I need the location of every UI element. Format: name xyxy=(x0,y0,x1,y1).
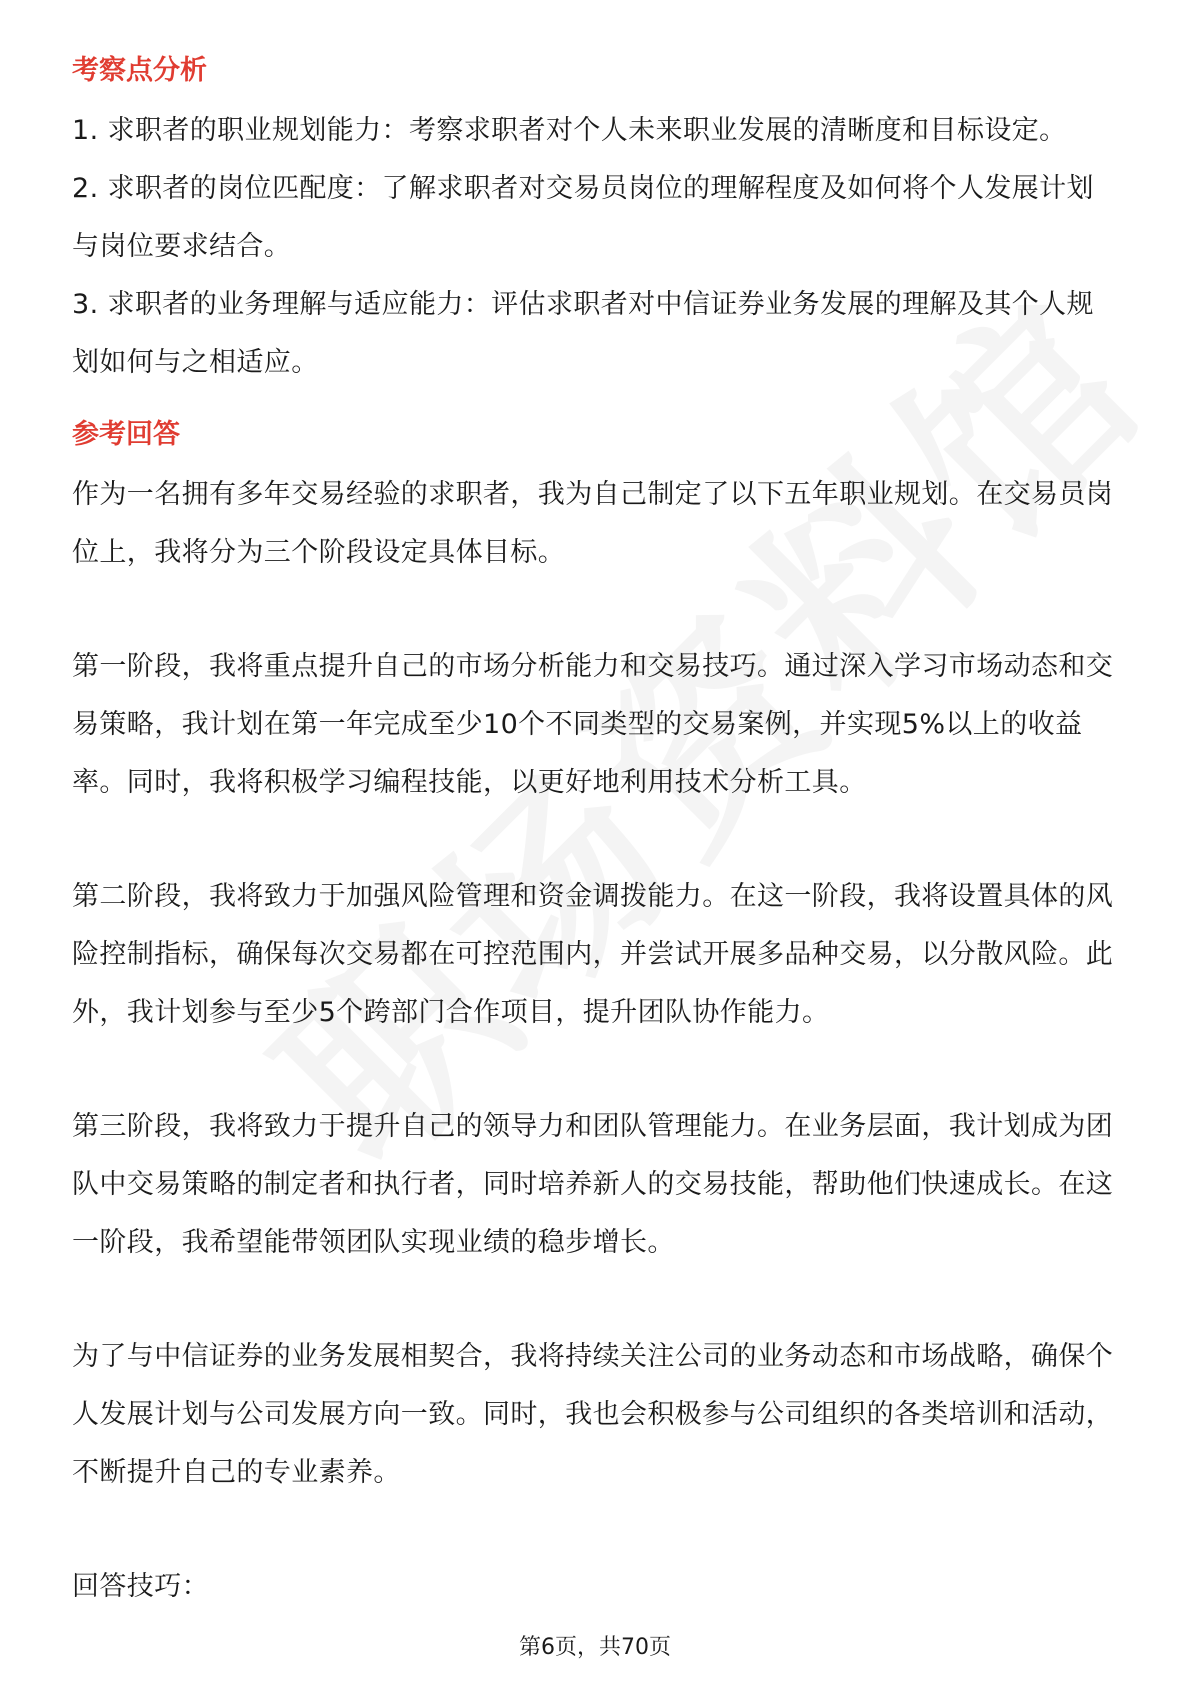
answer-paragraph: 为了与中信证券的业务发展相契合，我将持续关注公司的业务动态和市场战略，确保个人发展计划与公司发展方向一致。同时，我也会积极参与公司组织的各类培训和活动，不断提升自己的专业素养。 xyxy=(72,1341,1114,1488)
section-heading-analysis: 考察点分析 xyxy=(72,55,207,86)
section-heading-answer: 参考回答 xyxy=(72,419,180,450)
page-number: 第6页，共70页 xyxy=(519,1635,671,1660)
analysis-item: 2. 求职者的岗位匹配度：了解求职者对交易员岗位的理解程度及如何将个人发展计划与岗位要求结合。 xyxy=(72,173,1094,262)
answer-paragraph: 第二阶段，我将致力于加强风险管理和资金调拨能力。在这一阶段，我将设置具体的风险控制指标，确保每次交易都在可控范围内，并尝试开展多品种交易，以分散风险。此外，我计划参与至少5个跨部门合作项目，提升团队协作能力。 xyxy=(72,881,1114,1028)
tips-heading: 回答技巧： xyxy=(72,1571,209,1602)
document-body xyxy=(72,48,1118,1616)
answer-paragraph: 第三阶段，我将致力于提升自己的领导力和团队管理能力。在业务层面，我计划成为团队中交易策略的制定者和执行者，同时培养新人的交易技能，帮助他们快速成长。在这一阶段，我希望能带领团队实现业绩的稳步增长。 xyxy=(72,1111,1114,1258)
answer-paragraph: 第一阶段，我将重点提升自己的市场分析能力和交易技巧。通过深入学习市场动态和交易策略，我计划在第一年完成至少10个不同类型的交易案例，并实现5%以上的收益率。同时，我将积极学习编程技能，以更好地利用技术分析工具。 xyxy=(72,651,1114,798)
analysis-item: 3. 求职者的业务理解与适应能力：评估求职者对中信证券业务发展的理解及其个人规划如何与之相适应。 xyxy=(72,289,1094,378)
answer-paragraph: 作为一名拥有多年交易经验的求职者，我为自己制定了以下五年职业规划。在交易员岗位上，我将分为三个阶段设定具体目标。 xyxy=(72,479,1114,568)
analysis-item: 1. 求职者的职业规划能力：考察求职者对个人未来职业发展的清晰度和目标设定。 xyxy=(72,115,1067,146)
